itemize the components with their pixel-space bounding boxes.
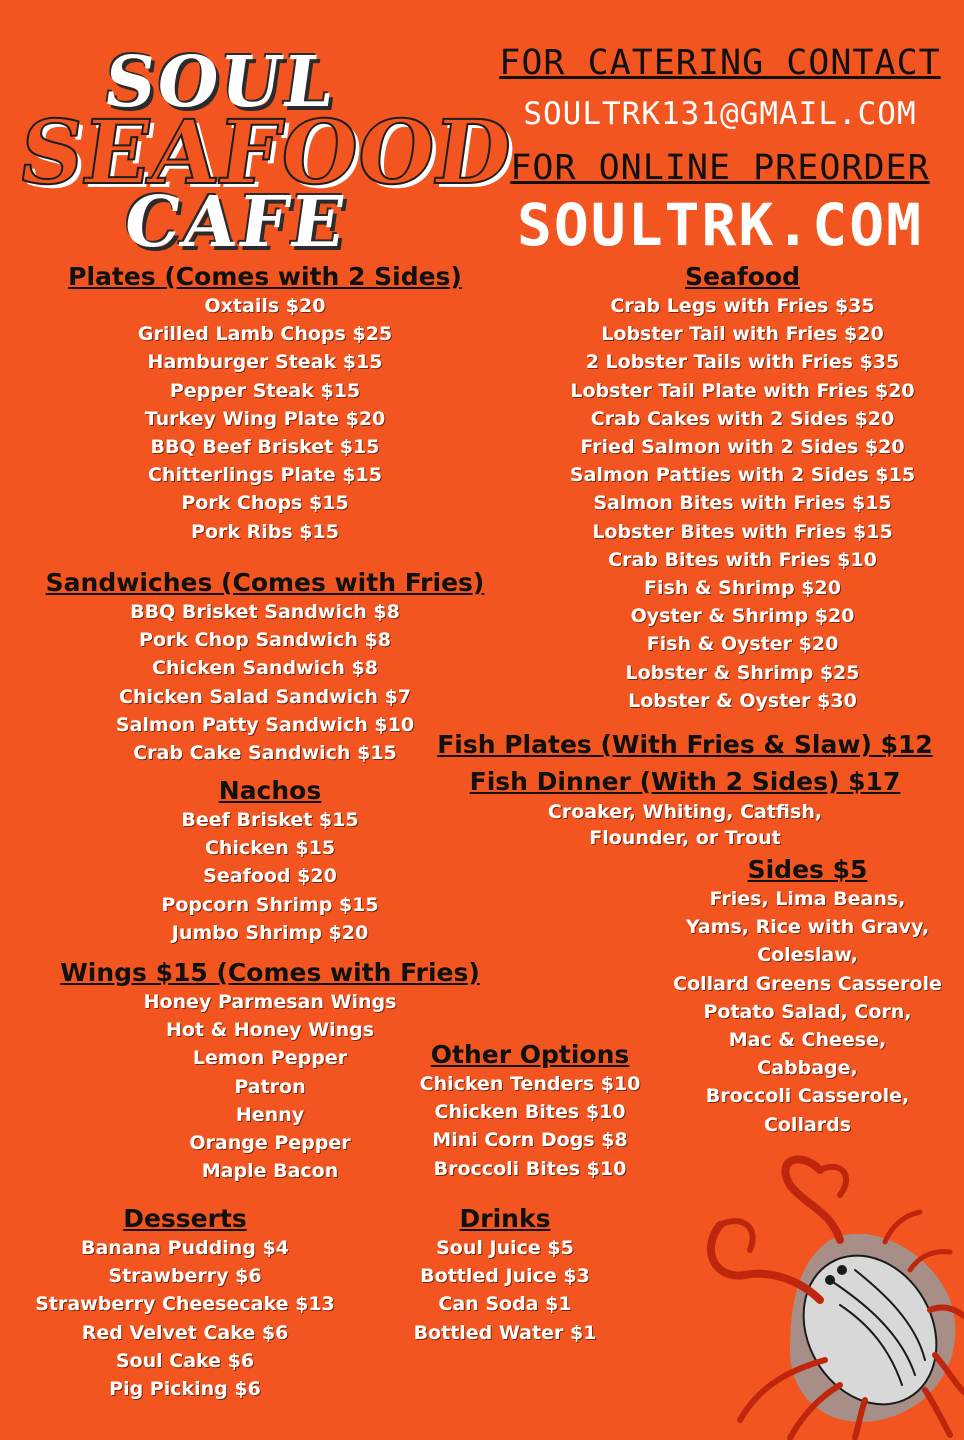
- menu-item: Collards: [763, 1113, 852, 1136]
- menu-item-name: Lobster Tail Plate with Fries: [570, 379, 869, 402]
- desserts-list: [20, 1234, 350, 1403]
- menu-item: [405, 1155, 655, 1183]
- fish-choices-line-1: Croaker, Whiting, Catfish,: [547, 801, 823, 823]
- menu-item-price: $6: [234, 1378, 261, 1401]
- menu-item-price: $15: [318, 809, 359, 831]
- menu-item-price: $10: [374, 713, 415, 736]
- menu-item-name: 2 Lobster Tails with Fries: [585, 351, 853, 374]
- menu-item-price: $8: [373, 601, 400, 623]
- menu-item-price: $8: [601, 1129, 628, 1152]
- menu-item-price: $15: [342, 351, 383, 374]
- menu-item-name: Can Soda: [438, 1293, 539, 1316]
- menu-item-price: $35: [834, 295, 875, 317]
- menu-item: [545, 405, 940, 433]
- menu-item-name: Lobster & Shrimp: [625, 661, 814, 684]
- menu-item-price: $25: [352, 323, 393, 346]
- menu-item-name: Pepper Steak: [169, 379, 314, 402]
- fish-dinner-heading: Fish Dinner (With 2 Sides) $17: [469, 767, 901, 796]
- menu-item: [20, 292, 510, 320]
- wings-heading: Wings $15 (Comes with Fries): [60, 958, 480, 987]
- plates-list: [20, 292, 510, 546]
- menu-item-name: Grilled Lamb Chops: [137, 323, 346, 346]
- menu-item: Honey Parmesan Wings: [143, 991, 397, 1013]
- menu-item-name: Pork Ribs: [191, 520, 293, 543]
- website-link[interactable]: SOULTRK.COM: [516, 191, 924, 259]
- menu-item-price: $1: [545, 1293, 572, 1316]
- menu-item-price: $20: [814, 605, 855, 628]
- menu-item-name: Lobster & Oyster: [628, 689, 811, 712]
- menu-item-name: Chitterlings Plate: [147, 464, 336, 487]
- menu-item-name: Pork Chop Sandwich: [139, 629, 358, 652]
- menu-item: [20, 919, 520, 947]
- menu-item: Maple Bacon: [201, 1160, 339, 1183]
- menu-item: [405, 1319, 605, 1347]
- menu-item-price: $30: [817, 689, 857, 712]
- crab-icon: [680, 1130, 964, 1440]
- soul-seafood-cafe-logo: [10, 30, 519, 263]
- menu-item: [20, 433, 510, 461]
- sides-heading: Sides $5: [747, 855, 868, 884]
- menu-item-price: $6: [261, 1321, 289, 1344]
- menu-item: Hot & Honey Wings: [165, 1019, 375, 1042]
- menu-item: Broccoli Casserole,: [705, 1085, 910, 1108]
- menu-item-name: Crab Bites with Fries: [608, 548, 831, 571]
- menu-item: [20, 377, 510, 405]
- menu-item-price: $10: [585, 1101, 626, 1124]
- fish-plates-heading: Fish Plates (With Fries & Slaw) $12: [437, 730, 933, 759]
- menu-item-price: $20: [345, 407, 386, 430]
- other-options-list: [405, 1070, 655, 1183]
- menu-item-price: $25: [819, 661, 860, 684]
- sandwiches-heading: Sandwiches (Comes with Fries): [45, 568, 485, 597]
- menu-item-name: Fried Salmon with 2 Sides: [580, 436, 859, 459]
- menu-item: [545, 489, 940, 517]
- menu-item-price: $15: [338, 893, 379, 916]
- menu-item-price: $15: [320, 379, 361, 402]
- desserts-heading: Desserts: [123, 1204, 247, 1233]
- menu-item-price: $15: [339, 436, 380, 459]
- menu-item-name: Bottled Water: [413, 1321, 564, 1344]
- menu-item: Orange Pepper: [189, 1132, 351, 1155]
- menu-item-name: Turkey Wing Plate: [144, 407, 339, 430]
- menu-item: [545, 348, 940, 376]
- menu-item: [20, 1262, 350, 1290]
- menu-item-name: Strawberry Cheesecake: [35, 1293, 289, 1316]
- menu-item: [405, 1070, 655, 1098]
- menu-item-name: Jumbo Shrimp: [171, 921, 322, 944]
- menu-item-price: $6: [227, 1349, 255, 1372]
- menu-item-name: Banana Pudding: [81, 1237, 256, 1259]
- nachos-heading: Nachos: [218, 776, 322, 805]
- menu-item-price: $8: [351, 657, 378, 680]
- menu-item: [545, 630, 940, 658]
- menu-item: [20, 1319, 350, 1347]
- menu-item-name: Fish & Oyster: [646, 633, 792, 656]
- seafood-list: [545, 292, 940, 715]
- menu-item-price: $20: [328, 921, 369, 944]
- menu-item-name: Chicken Salad Sandwich: [118, 685, 378, 708]
- menu-item-price: $3: [563, 1265, 590, 1288]
- menu-item: [545, 574, 940, 602]
- menu-item-name: Lobster Tail with Fries: [601, 323, 838, 346]
- menu-item-price: $4: [262, 1237, 289, 1259]
- menu-item: [20, 1375, 350, 1403]
- menu-item-price: $20: [854, 407, 895, 430]
- contact-block: [495, 40, 945, 259]
- menu-item: [545, 687, 940, 715]
- other-options-section: [405, 1040, 655, 1183]
- menu-item-price: $13: [295, 1293, 335, 1316]
- menu-item-name: Soul Cake: [115, 1349, 222, 1372]
- logo-word-soul: SOUL: [99, 40, 341, 123]
- menu-item: [20, 461, 510, 489]
- menu-item-name: Popcorn Shrimp: [161, 893, 333, 916]
- menu-item-price: $15: [357, 742, 397, 765]
- menu-item-price: $15: [295, 837, 336, 860]
- menu-item-name: Chicken Bites: [434, 1101, 580, 1124]
- seafood-heading: Seafood: [685, 262, 800, 291]
- menu-item: Henny: [235, 1103, 305, 1126]
- menu-item-price: $15: [309, 492, 349, 515]
- menu-item-name: Oxtails: [204, 295, 280, 317]
- menu-item: [545, 461, 940, 489]
- menu-item: [20, 1290, 350, 1318]
- menu-item: [20, 683, 510, 711]
- menu-item-name: BBQ Beef Brisket: [150, 436, 334, 459]
- menu-item: [405, 1262, 605, 1290]
- menu-item-name: BBQ Brisket Sandwich: [130, 601, 367, 623]
- menu-item: [545, 433, 940, 461]
- menu-item-price: $20: [874, 379, 915, 402]
- desserts-section: [20, 1204, 350, 1403]
- menu-item: [20, 348, 510, 376]
- logo-word-seafood: SEAFOOD: [12, 100, 519, 204]
- sides-section: [660, 855, 955, 1139]
- menu-item-price: $35: [859, 351, 900, 374]
- menu-item-name: Crab Cakes with 2 Sides: [590, 407, 848, 430]
- menu-item: [405, 1234, 605, 1262]
- menu-item-price: $15: [342, 464, 382, 487]
- menu-item: [20, 891, 520, 919]
- menu-item-price: $15: [853, 520, 893, 543]
- drinks-heading: Drinks: [459, 1204, 551, 1233]
- menu-item-price: $10: [586, 1157, 627, 1180]
- menu-item: [20, 1234, 350, 1262]
- menu-item-name: Chicken: [204, 837, 289, 860]
- other-options-heading: Other Options: [430, 1040, 630, 1069]
- menu-item: [20, 654, 510, 682]
- menu-item-name: Red Velvet Cake: [81, 1321, 256, 1344]
- menu-item: [545, 377, 940, 405]
- menu-item-name: Strawberry: [108, 1265, 229, 1288]
- menu-item-price: $20: [285, 295, 326, 317]
- menu-item-name: Soul Juice: [436, 1237, 541, 1259]
- plates-heading: Plates (Comes with 2 Sides): [68, 262, 462, 291]
- menu-item-name: Crab Cake Sandwich: [133, 742, 351, 765]
- menu-item: [405, 1126, 655, 1154]
- menu-item-name: Chicken Sandwich: [152, 657, 345, 680]
- menu-item-price: $20: [297, 865, 337, 888]
- menu-item-price: $8: [364, 629, 391, 652]
- menu-item-price: $7: [384, 685, 412, 708]
- menu-item-price: $10: [837, 548, 877, 571]
- menu-item: [545, 518, 940, 546]
- menu-item-name: Bottled Juice: [420, 1265, 557, 1288]
- menu-item-name: Broccoli Bites: [433, 1157, 581, 1180]
- menu-item: Potato Salad, Corn,: [703, 1000, 912, 1023]
- menu-item-price: $15: [875, 464, 916, 487]
- menu-item-name: Fish & Shrimp: [644, 577, 795, 600]
- menu-item: Collard Greens Casserole: [673, 972, 942, 995]
- menu-item-price: $6: [235, 1265, 262, 1288]
- menu-item: [20, 320, 510, 348]
- menu-item-name: Pig Picking: [109, 1378, 228, 1401]
- menu-item-price: $15: [851, 492, 892, 515]
- logo-word-cafe: CAFE: [119, 180, 352, 263]
- menu-item: Coleslaw,: [757, 944, 858, 967]
- menu-item: [405, 1290, 605, 1318]
- menu-item: [20, 489, 510, 517]
- menu-item: [405, 1098, 655, 1126]
- menu-item: Lemon Pepper: [192, 1047, 348, 1070]
- seafood-section: [545, 262, 940, 715]
- menu-item: [545, 320, 940, 348]
- menu-item-price: $20: [798, 633, 839, 656]
- menu-item: Mac & Cheese,: [728, 1029, 887, 1052]
- menu-item-price: $15: [299, 520, 339, 543]
- menu-item: [545, 602, 940, 630]
- drinks-list: [405, 1234, 605, 1347]
- menu-item: [545, 546, 940, 574]
- menu-item-name: Mini Corn Dogs: [432, 1129, 595, 1152]
- menu-item-price: $10: [600, 1073, 641, 1095]
- catering-label: FOR CATERING CONTACT: [499, 43, 941, 83]
- fish-section: [420, 726, 950, 852]
- menu-item: [20, 626, 510, 654]
- menu-item-name: Chicken Tenders: [419, 1073, 595, 1095]
- menu-item: Cabbage,: [757, 1057, 858, 1080]
- menu-item: [20, 1347, 350, 1375]
- fish-choices-line-2: Flounder, or Trout: [589, 827, 781, 849]
- menu-item: [545, 292, 940, 320]
- menu-item: Fries, Lima Beans,: [709, 888, 906, 910]
- menu-item-price: $5: [547, 1237, 574, 1259]
- menu-item-name: Salmon Patties with 2 Sides: [569, 464, 869, 487]
- menu-item-name: Pork Chops: [181, 492, 303, 515]
- menu-item-price: $20: [844, 323, 884, 346]
- menu-item-price: $20: [864, 436, 905, 459]
- menu-item: Patron: [234, 1075, 306, 1098]
- menu-item: [20, 518, 510, 546]
- plates-section: [20, 262, 510, 546]
- menu-item: [545, 659, 940, 687]
- drinks-section: [405, 1204, 605, 1347]
- menu-item-name: Hamburger Steak: [147, 351, 337, 374]
- catering-email[interactable]: SOULTRK131@GMAIL.COM: [523, 96, 917, 132]
- menu-item-name: Salmon Bites with Fries: [593, 492, 846, 515]
- menu-item: [20, 862, 520, 890]
- menu-item: Yams, Rice with Gravy,: [685, 916, 930, 939]
- menu-item-name: Oyster & Shrimp: [630, 605, 809, 628]
- preorder-label: FOR ONLINE PREORDER: [510, 148, 930, 188]
- menu-item-price: $1: [569, 1321, 597, 1344]
- menu-item-name: Salmon Patty Sandwich: [115, 713, 368, 736]
- sides-list: [660, 885, 955, 1139]
- menu-item-name: Crab Legs with Fries: [610, 295, 829, 317]
- menu-item: [20, 405, 510, 433]
- menu-item-name: Seafood: [203, 865, 291, 888]
- menu-item-name: Lobster Bites with Fries: [592, 520, 847, 543]
- menu-item-name: Beef Brisket: [181, 809, 313, 831]
- menu-item-price: $20: [801, 577, 841, 600]
- menu-item: [20, 598, 510, 626]
